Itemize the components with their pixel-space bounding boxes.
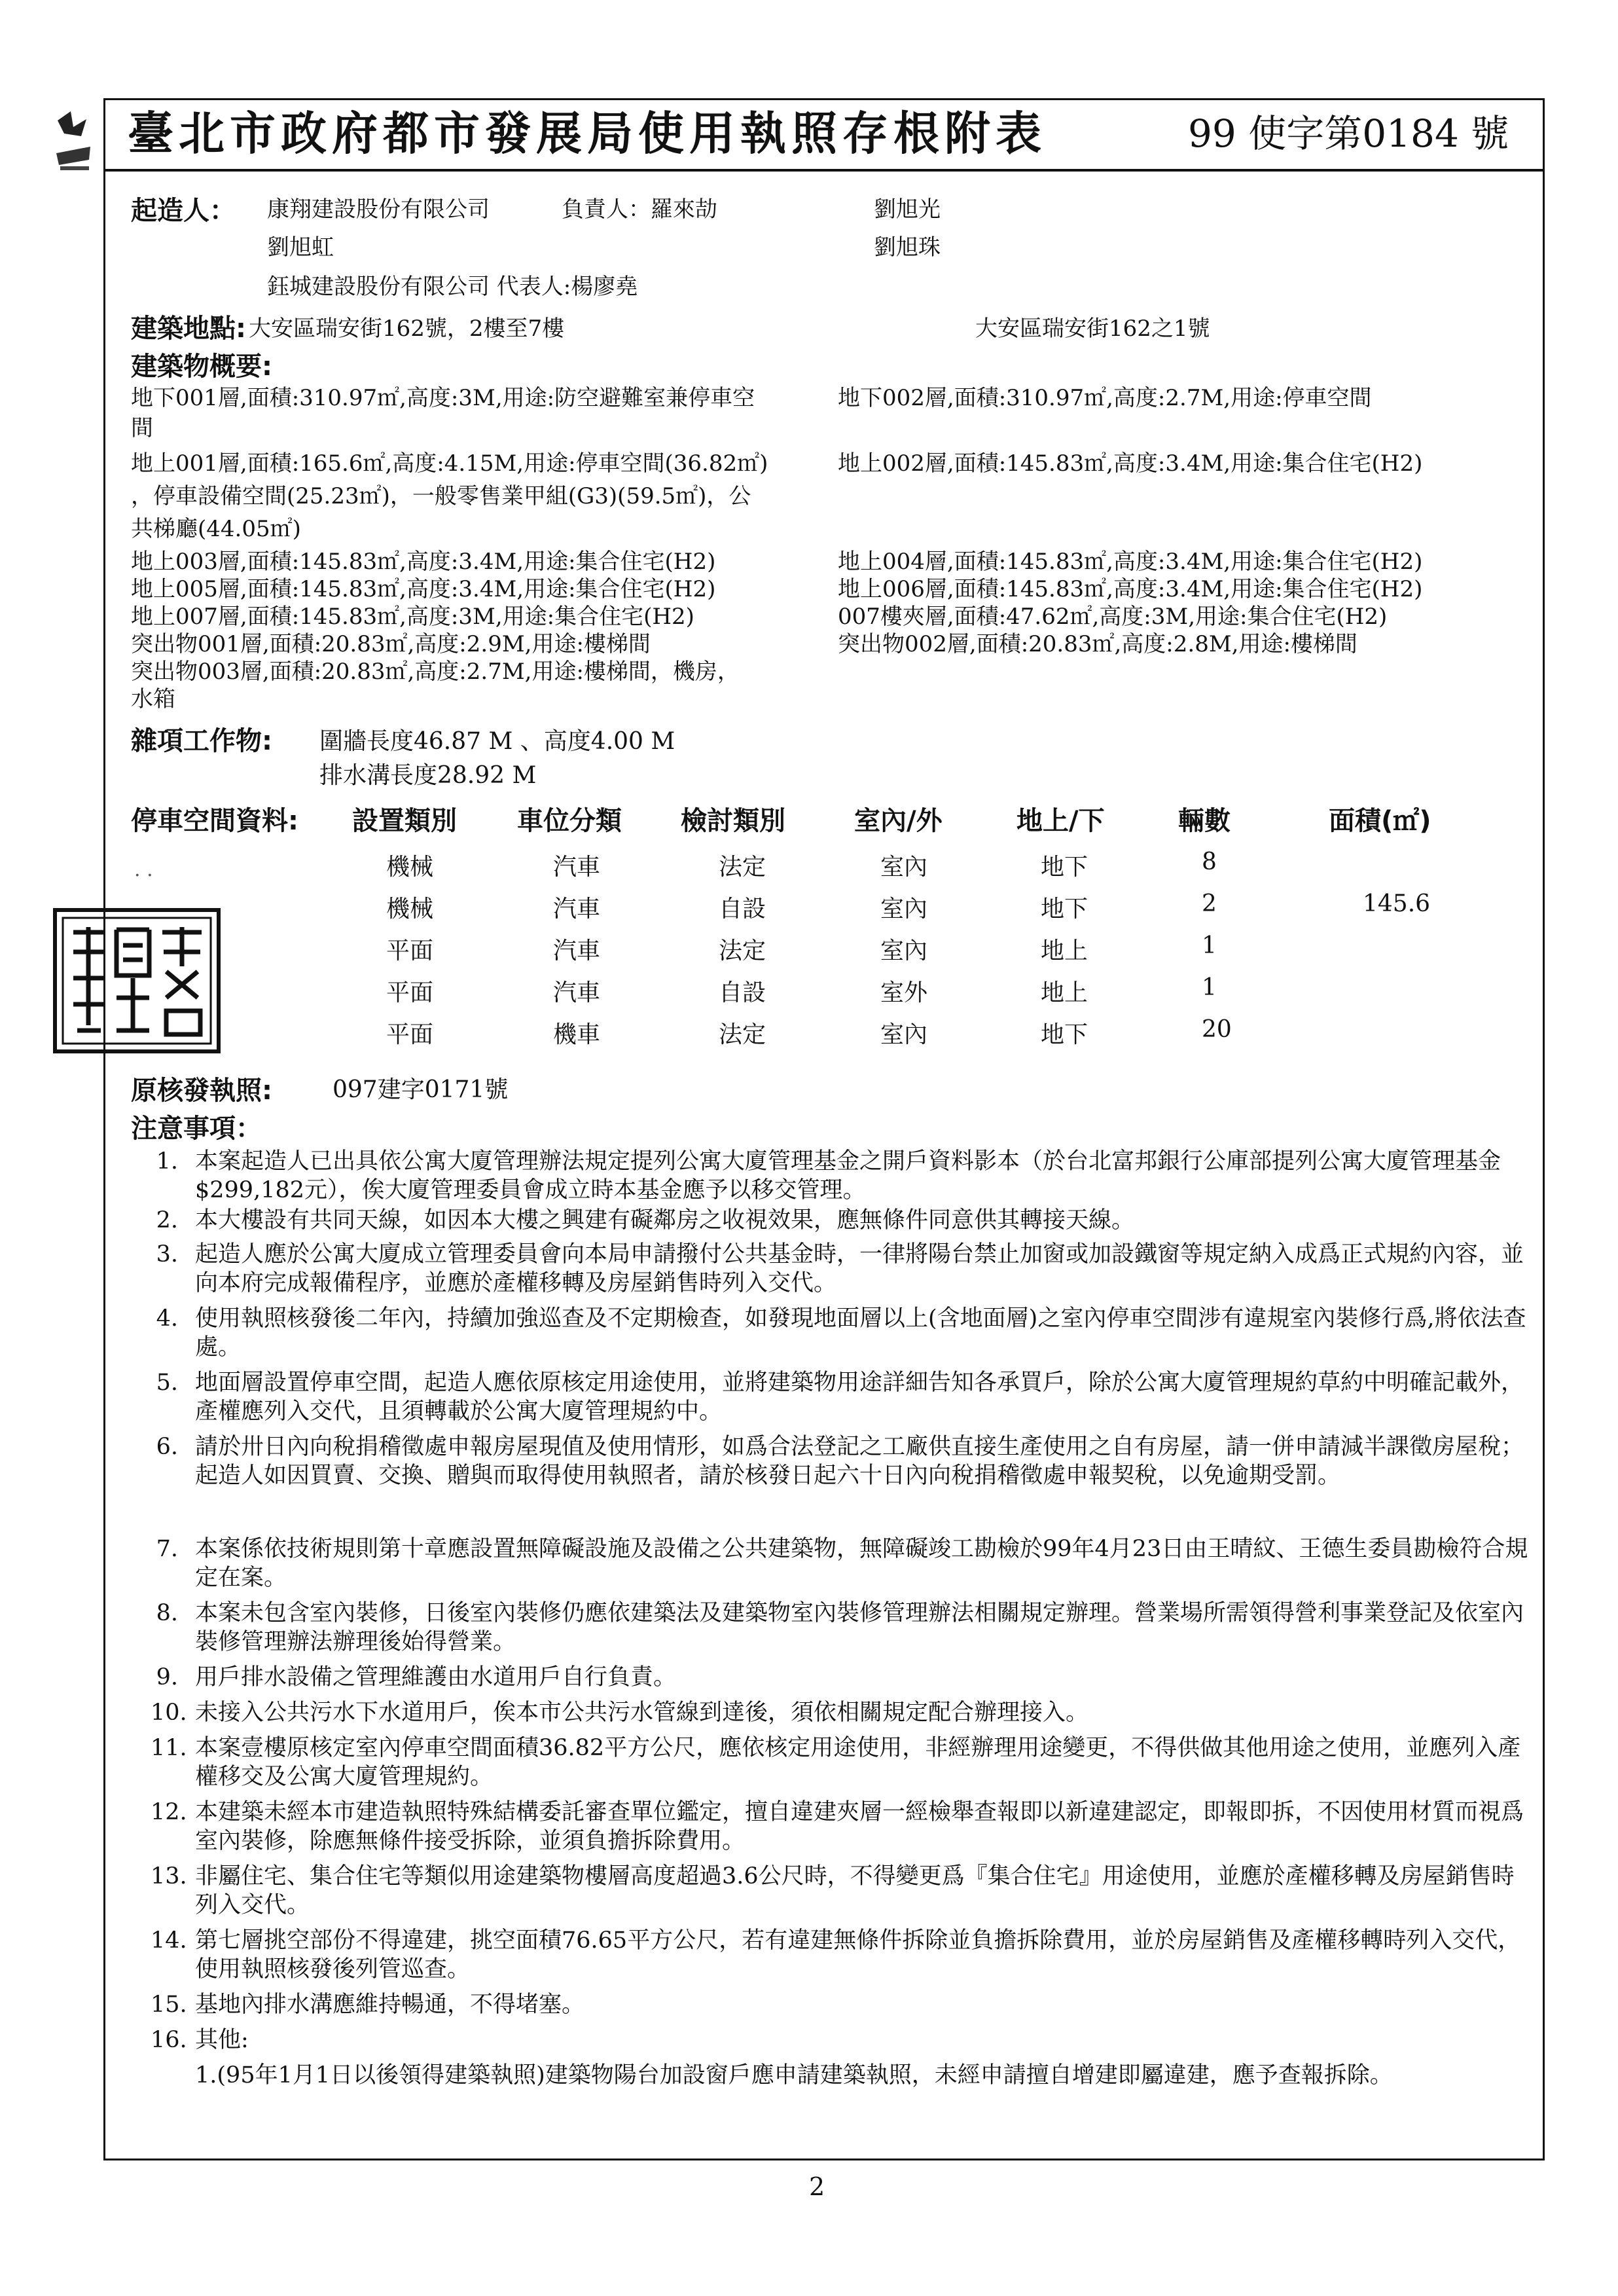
site-address-2: 大安區瑞安街162之1號: [975, 316, 1210, 342]
note-text: 其他:: [195, 2027, 249, 2053]
misc-fence: 圍牆長度46.87 M 、高度4.00 M: [319, 728, 675, 755]
list-item: [151, 1663, 1532, 1692]
page-number: 2: [809, 2172, 825, 2201]
builder-company: 康翔建設股份有限公司: [267, 196, 490, 223]
page-title: 臺北市政府都市發展局使用執照存根附表: [128, 106, 1047, 160]
floor-1: 地上001層,面積:165.6㎡,高度:4.15M,用途:停車空間(36.82㎡): [131, 450, 768, 477]
note-number: 3.: [156, 1241, 178, 1267]
note-number: 10.: [151, 1700, 187, 1726]
builder-representative: 負責人：羅來劼: [562, 196, 717, 223]
note-number: 11.: [151, 1735, 187, 1761]
list-item: [151, 1304, 1532, 1362]
list-item: [151, 1206, 1532, 1235]
note-number: 6.: [156, 1434, 178, 1460]
note-number: 2.: [156, 1207, 178, 1233]
note-text: 本大樓設有共同天線，如因本大樓之興建有礙鄰房之收視效果，應無條件同意供其轉接天線。: [195, 1207, 1135, 1233]
list-item: [151, 1862, 1532, 1920]
note-text: 第七層挑空部份不得違建，挑空面積76.65平方公尺，若有違建無條件拆除並負擔拆除費用，並於房屋銷售及產權移轉時列入交代，使用執照核發後列管巡查。: [195, 1927, 1521, 1982]
floor-1-cont: ，停車設備空間(25.23㎡)，一般零售業甲組(G3)(59.5㎡)，公: [131, 483, 751, 509]
list-item: [151, 1990, 1532, 2019]
table-cell: 機車: [553, 1021, 601, 1048]
table-cell: 平面: [386, 979, 434, 1006]
floor-b1: 地下001層,面積:310.97㎡,高度:3M,用途:防空避難室兼停車空: [131, 385, 755, 411]
table-cell: 法定: [719, 1021, 766, 1048]
table-cell: 室外: [880, 979, 928, 1006]
notes-label: 注意事項：: [131, 1114, 262, 1144]
document-number: 99 使字第0184 號: [1188, 111, 1509, 156]
table-cell: 法定: [719, 854, 766, 881]
penthouse-3: 突出物003層,面積:20.83㎡,高度:2.7M,用途:樓梯間，機房，: [131, 659, 740, 685]
table-cell: 汽車: [553, 896, 601, 922]
table-cell: 平面: [386, 938, 434, 964]
floor-5: 地上005層,面積:145.83㎡,高度:3.4M,用途:集合住宅(H2): [131, 576, 716, 602]
floor-6: 地上006層,面積:145.83㎡,高度:3.4M,用途:集合住宅(H2): [838, 576, 1423, 602]
list-item: [151, 1926, 1532, 1984]
note-number: 1.: [156, 1148, 178, 1175]
note-text: 使用執照核發後二年內，持續加強巡查及不定期檢查，如發現地面層以上(含地面層)之室內停車空間涉有違規室內裝修行爲,將依法查處。: [195, 1305, 1526, 1360]
table-cell: 汽車: [553, 938, 601, 964]
floor-b2: 地下002層,面積:310.97㎡,高度:2.7M,用途:停車空間: [838, 385, 1372, 411]
note-sub-item: 1.(95年1月1日以後領得建築執照)建築物陽台加設窗戶應申請建築執照，未經申請擅自增建即屬違建，應予查報拆除。: [195, 2062, 1393, 2088]
table-cell: 20: [1202, 1016, 1232, 1043]
stray-dots: · ·: [134, 864, 153, 887]
table-cell: 室內: [880, 1021, 928, 1048]
list-item: [151, 1240, 1532, 1298]
parking-col-review: 檢討類別: [681, 806, 785, 836]
binding-mark-icon: [51, 107, 96, 179]
note-text: 起造人應於公寓大廈成立管理委員會向本局申請撥付公共基金時，一律將陽台禁止加窗或加設鐵窗等規定納入成爲正式規約內容，並向本府完成報備程序，並應於產權移轉及房屋銷售時列入交代。: [195, 1241, 1524, 1296]
note-text: 地面層設置停車空間，起造人應依原核定用途使用，並將建築物用途詳細告知各承買戶，除於公寓大廈管理規約草約中明確記載外，產權應列入交代，且須轉載於公寓大廈管理規約中。: [195, 1370, 1524, 1425]
floor-3: 地上003層,面積:145.83㎡,高度:3.4M,用途:集合住宅(H2): [131, 549, 716, 575]
list-item: [151, 1368, 1532, 1426]
table-cell: 2: [1202, 890, 1217, 917]
note-text: 本案壹樓原核定室內停車空間面積36.82平方公尺，應依核定用途使用，非經辦理用途變更，不得供做其他用途之使用，並應列入產權移交及公寓大廈管理規約。: [195, 1735, 1521, 1790]
note-text: 本案未包含室內裝修，日後室內裝修仍應依建築法及建築物室內裝修管理辦法相關規定辦理。營業場所需領得營利事業登記及依室內裝修管理辦法辦理後始得營業。: [195, 1600, 1524, 1655]
note-text: 本案起造人已出具依公寓大廈管理辦法規定提列公寓大廈管理基金之開戶資料影本（於台北富邦銀行公庫部提列公寓大廈管理基金$299,182元），俟大廈管理委員會成立時本基金應予以移交管理。: [195, 1148, 1501, 1203]
list-item: [151, 2026, 1532, 2054]
parking-col-type: 設置類別: [352, 806, 457, 836]
builder-company-2: 鈺城建設股份有限公司 代表人:楊廖堯: [267, 274, 638, 300]
floor-7-mezzanine: 007樓夾層,面積:47.62㎡,高度:3M,用途:集合住宅(H2): [838, 604, 1388, 630]
penthouse-3-cont: 水箱: [131, 686, 175, 712]
parking-col-indoor: 室內/外: [854, 806, 943, 836]
penthouse-2: 突出物002層,面積:20.83㎡,高度:2.8M,用途:樓梯間: [838, 631, 1357, 657]
table-cell: 汽車: [553, 979, 601, 1006]
list-item: [151, 1535, 1532, 1592]
note-number: 12.: [151, 1799, 187, 1825]
note-number: 7.: [156, 1536, 178, 1562]
table-cell: 1: [1202, 974, 1217, 1001]
note-number: 4.: [156, 1305, 178, 1332]
note-number: 16.: [151, 2027, 187, 2053]
builder-name-2: 劉旭虹: [267, 234, 334, 261]
list-item: [151, 1798, 1532, 1855]
note-text: 本案係依技術規則第十章應設置無障礙設施及設備之公共建築物，無障礙竣工勘檢於99年4月23日由王晴紋、王德生委員勘檢符合規定在案。: [195, 1536, 1528, 1591]
table-cell: 汽車: [553, 854, 601, 881]
table-cell: 室內: [880, 854, 928, 881]
note-number: 15.: [151, 1992, 187, 2018]
table-cell: 平面: [386, 1021, 434, 1048]
parking-col-area: 面積(㎡): [1329, 806, 1431, 836]
list-item: [151, 1147, 1532, 1205]
floor-7: 地上007層,面積:145.83㎡,高度:3M,用途:集合住宅(H2): [131, 604, 694, 630]
original-license-number: 097建字0171號: [333, 1076, 509, 1103]
note-number: 13.: [151, 1863, 187, 1889]
list-item: [151, 1432, 1532, 1490]
table-cell: 法定: [719, 938, 766, 964]
note-text: 本建築未經本市建造執照特殊結構委託審查單位鑑定，擅自違建夾層一經檢舉查報即以新違建認定，即報即拆，不因使用材質而視爲室內裝修，除應無條件接受拆除，並須負擔拆除費用。: [195, 1799, 1524, 1854]
note-number: 14.: [151, 1927, 187, 1954]
table-cell: 地上: [1041, 979, 1088, 1006]
floor-b1-cont: 間: [131, 415, 153, 441]
header-divider: [103, 169, 1545, 172]
table-cell: 1: [1202, 932, 1217, 959]
note-number: 5.: [156, 1370, 178, 1396]
note-text: 請於卅日內向稅捐稽徵處申報房屋現值及使用情形，如爲合法登記之工廠供直接生產使用之自有房屋，請一併申請減半課徵房屋稅；起造人如因買賣、交換、贈與而取得使用執照者，請於核發日起六十日內向稅捐稽徵處申報契稅，以免逾期受罰。: [195, 1434, 1524, 1489]
original-license-label: 原核發執照:: [131, 1076, 272, 1106]
list-item: [151, 1698, 1532, 1727]
table-cell: 機械: [386, 896, 434, 922]
table-cell: 室內: [880, 896, 928, 922]
misc-works-label: 雜項工作物:: [131, 726, 272, 756]
parking-col-vehicle: 車位分類: [517, 806, 622, 836]
parking-col-level: 地上/下: [1016, 806, 1105, 836]
list-item: [151, 1734, 1532, 1791]
misc-drain: 排水溝長度28.92 M: [319, 762, 537, 789]
builder-co-owner: 劉旭光: [874, 196, 941, 223]
floor-4: 地上004層,面積:145.83㎡,高度:3.4M,用途:集合住宅(H2): [838, 549, 1423, 575]
note-number: 9.: [156, 1664, 178, 1690]
note-text: 基地內排水溝應維持暢通，不得堵塞。: [195, 1992, 585, 2018]
parking-col-count: 輛數: [1178, 806, 1231, 836]
table-cell: 地下: [1041, 896, 1088, 922]
overview-label: 建築物概要:: [131, 352, 272, 382]
table-cell: 室內: [880, 938, 928, 964]
table-cell: 自設: [719, 979, 766, 1006]
note-text: 非屬住宅、集合住宅等類似用途建築物樓層高度超過3.6公尺時，不得變更爲『集合住宅』用途使用，並應於產權移轉及房屋銷售時列入交代。: [195, 1863, 1515, 1918]
site-address: 大安區瑞安街162號，2樓至7樓: [249, 316, 565, 342]
table-cell: 地下: [1041, 1021, 1088, 1048]
site-label: 建築地點:: [131, 314, 246, 344]
note-number: 8.: [156, 1600, 178, 1626]
parking-label: 停車空間資料:: [131, 806, 298, 836]
floor-1-cont-2: 共梯廳(44.05㎡): [131, 516, 301, 542]
note-text: 用戶排水設備之管理維護由水道用戶自行負責。: [195, 1664, 677, 1690]
penthouse-1: 突出物001層,面積:20.83㎡,高度:2.9M,用途:樓梯間: [131, 631, 651, 657]
table-cell: 地下: [1041, 854, 1088, 881]
table-cell: 機械: [386, 854, 434, 881]
floor-2: 地上002層,面積:145.83㎡,高度:3.4M,用途:集合住宅(H2): [838, 450, 1423, 477]
table-cell: 地上: [1041, 938, 1088, 964]
builder-label: 起造人：: [131, 196, 236, 226]
list-item: [151, 1599, 1532, 1656]
builder-co-owner-2: 劉旭珠: [874, 234, 941, 261]
table-cell: 145.6: [1363, 890, 1431, 917]
note-text: 未接入公共污水下水道用戶，俟本市公共污水管線到達後，須依相關規定配合辦理接入。: [195, 1700, 1089, 1726]
table-cell: 8: [1202, 848, 1217, 875]
table-cell: 自設: [719, 896, 766, 922]
